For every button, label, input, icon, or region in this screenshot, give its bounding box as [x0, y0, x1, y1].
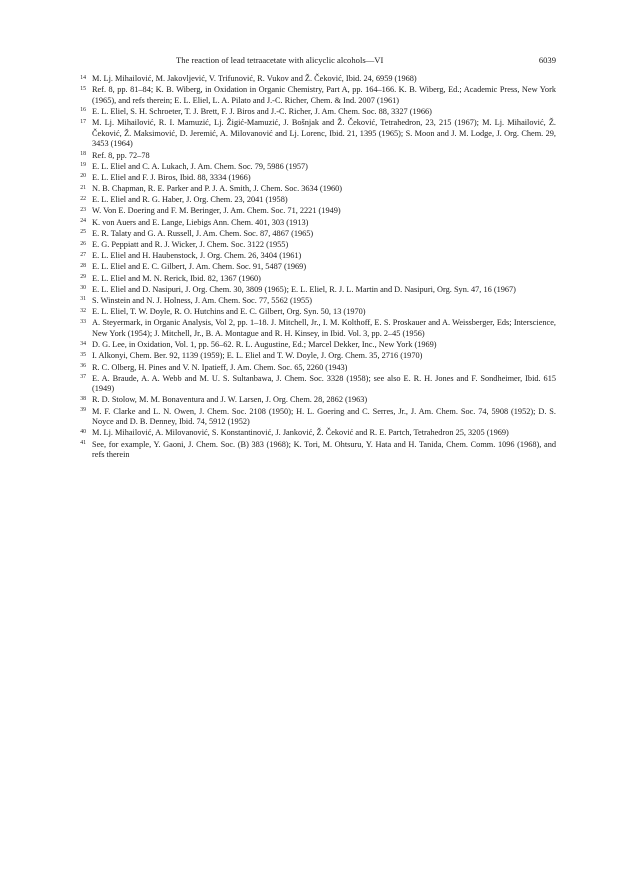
reference-number: 40: [80, 428, 86, 435]
reference-text: Ref. 8, pp. 72–78: [92, 150, 150, 160]
reference-number: 27: [80, 251, 86, 258]
reference-item: [78, 173, 556, 184]
reference-text: E. L. Eliel and F. J. Biros, Ibid. 88, 3334 (1966): [92, 172, 251, 182]
reference-text: N. B. Chapman, R. E. Parker and P. J. A. Smith, J. Chem. Soc. 3634 (1960): [92, 184, 343, 194]
reference-number: 38: [80, 395, 86, 402]
reference-text: E. L. Eliel, T. W. Doyle, R. O. Hutchins and E. C. Gilbert, Org. Syn. 50, 13 (1970): [92, 307, 366, 317]
reference-item: [78, 374, 556, 395]
reference-number: 22: [80, 195, 86, 202]
reference-number: 24: [80, 218, 86, 225]
reference-text: W. Von E. Doering and F. M. Beringer, J. Am. Chem. Soc. 71, 2221 (1949): [92, 206, 341, 216]
reference-item: [78, 162, 556, 173]
reference-text: D. G. Lee, in Oxidation, Vol. 1, pp. 56–62. R. L. Augustine, Ed.; Marcel Dekker, Inc., New York (1969): [92, 340, 437, 350]
reference-item: [78, 340, 556, 351]
reference-text: I. Alkonyi, Chem. Ber. 92, 1139 (1959); E. L. Eliel and T. W. Doyle, J. Org. Chem. 35, 2716 (1970): [92, 351, 423, 361]
reference-number: 37: [80, 374, 86, 381]
reference-item: [78, 118, 556, 150]
reference-number: 29: [80, 274, 86, 281]
reference-item: [78, 262, 556, 273]
reference-text: E. L. Eliel and C. A. Lukach, J. Am. Chem. Soc. 79, 5986 (1957): [92, 161, 308, 171]
reference-item: [78, 74, 556, 85]
reference-item: [78, 296, 556, 307]
reference-item: [78, 195, 556, 206]
reference-number: 16: [80, 107, 86, 114]
reference-number: 32: [80, 307, 86, 314]
reference-text: E. G. Peppiatt and R. J. Wicker, J. Chem. Soc. 3122 (1955): [92, 240, 289, 250]
reference-item: [78, 428, 556, 439]
reference-item: [78, 218, 556, 229]
page-number: 6039: [538, 55, 556, 65]
reference-text: E. L. Eliel and M. N. Rerick, Ibid. 82, 1367 (1960): [92, 273, 261, 283]
reference-item: [78, 206, 556, 217]
reference-item: [78, 351, 556, 362]
reference-text: E. L. Eliel and H. Haubenstock, J. Org. Chem. 26, 3404 (1961): [92, 251, 302, 261]
reference-item: [78, 274, 556, 285]
reference-number: 19: [80, 162, 86, 169]
reference-number: 34: [80, 340, 86, 347]
reference-text: Ref. 8, pp. 81–84; K. B. Wiberg, in Oxidation in Organic Chemistry, Part A, pp. 164–166. K. B. Wiberg, Ed.; Academic Press, New York (1965), and refs therein; E. L. Eliel, L. A. Pilato and J.-C. Richer, Chem. & Ind. 2007 (1961): [92, 85, 556, 105]
reference-item: [78, 151, 556, 162]
reference-number: 36: [80, 363, 86, 369]
reference-number: 30: [80, 285, 86, 292]
reference-item: [78, 318, 556, 339]
reference-item: [78, 85, 556, 106]
reference-text: M. F. Clarke and L. N. Owen, J. Chem. Soc. 2108 (1950); H. L. Goering and C. Serres, Jr., J. Am. Chem. Soc. 74, 5908 (1952); D. S. Noyce and D. B. Denney, Ibid. 74, 5912 (1952): [92, 406, 556, 427]
reference-number: 14: [80, 74, 86, 81]
reference-text: M. Lj. Mihailović, M. Jakovljević, V. Trifunović, R. Vukov and Ž. Čeković, Ibid. 24, 6959 (1968): [92, 74, 417, 83]
reference-text: E. R. Talaty and G. A. Russell, J. Am. Chem. Soc. 87, 4867 (1965): [92, 228, 314, 238]
reference-text: E. L. Eliel and E. C. Gilbert, J. Am. Chem. Soc. 91, 5487 (1969): [92, 262, 307, 272]
reference-item: [78, 229, 556, 240]
reference-text: R. D. Stolow, M. M. Bonaventura and J. W. Larsen, J. Org. Chem. 28, 2862 (1963): [92, 395, 368, 405]
reference-item: [78, 363, 556, 374]
reference-text: K. von Auers and E. Lange, Liebigs Ann. Chem. 401, 303 (1913): [92, 217, 309, 227]
reference-item: [78, 440, 556, 461]
reference-number: 20: [80, 173, 86, 180]
reference-text: R. C. Olberg, H. Pines and V. N. Ipatieff, J. Am. Chem. Soc. 65, 2260 (1943): [92, 362, 348, 372]
reference-number: 21: [80, 184, 86, 191]
reference-item: [78, 240, 556, 251]
reference-number: 26: [80, 240, 86, 247]
reference-number: 35: [80, 351, 86, 358]
reference-number: 18: [80, 151, 86, 158]
reference-number: 28: [80, 262, 86, 269]
reference-list: [78, 74, 556, 461]
reference-item: [78, 395, 556, 406]
reference-number: 25: [80, 229, 86, 236]
reference-number: 15: [80, 85, 86, 92]
reference-item: [78, 285, 556, 296]
reference-text: E. L. Eliel and R. G. Haber, J. Org. Chem. 23, 2041 (1958): [92, 195, 288, 205]
reference-text: S. Winstein and N. J. Holness, J. Am. Chem. Soc. 77, 5562 (1955): [92, 295, 313, 305]
reference-text: E. L. Eliel and D. Nasipuri, J. Org. Chem. 30, 3809 (1965); E. L. Eliel, R. J. L. Martin and D. Nasipuri, Org. Syn. 47, 16 (1967): [92, 284, 516, 294]
reference-number: 23: [80, 206, 86, 213]
reference-text: E. A. Braude, A. A. Webb and M. U. S. Sultanbawa, J. Chem. Soc. 3328 (1958); see also E. R. H. Jones and F. Sondheimer, Ibid. 615 (1949): [92, 373, 556, 394]
reference-number: 39: [80, 407, 86, 414]
reference-item: [78, 407, 556, 428]
reference-number: 17: [80, 118, 86, 125]
reference-number: 31: [80, 296, 86, 303]
reference-text: M. Lj. Mihailović, R. I. Mamuzić, Lj. Žigić-Mamuzić, J. Bošnjak and Ž. Čeković, Tetrahedron, 23, 215 (1967); M. Lj. Mihailović, Ž. Čeković, Ž. Maksimović, D. Jeremić, A. Milovanović and Lj. Lorenc, Ibid. 21, 1395 (1965); S. Moon and J. M. Lodge, J. Org. Chem. 29, 3453 (1964): [92, 118, 556, 149]
reference-text: See, for example, Y. Gaoni, J. Chem. Soc. (B) 383 (1968); K. Tori, M. Ohtsuru, Y. Hata and H. Tanida, Chem. Comm. 1096 (1968), and refs therein: [92, 439, 556, 460]
reference-item: [78, 107, 556, 118]
reference-number: 33: [80, 318, 86, 325]
reference-item: [78, 184, 556, 195]
running-header: [78, 55, 556, 69]
reference-item: [78, 251, 556, 262]
reference-text: E. L. Eliel, S. H. Schroeter, T. J. Brett, F. J. Biros and J.-C. Richer, J. Am. Chem. Soc. 88, 3327 (1966): [92, 106, 432, 116]
reference-text: M. Lj. Mihailović, A. Milovanović, S. Konstantinović, J. Janković, Ž. Čeković and R. E. Partch, Tetrahedron 25, 3205 (1969): [92, 428, 509, 438]
reference-text: A. Steyermark, in Organic Analysis, Vol 2, pp. 1–18. J. Mitchell, Jr., I. M. Kolthoff, E. S. Proskauer and A. Weissberger, Eds; Interscience, New York (1954); J. Mitchell, Jr., B. A. Montague and R. H. Kinsey, in Ibid. Vol. 3, pp. 2–45 (1956): [92, 318, 556, 338]
reference-number: 41: [80, 440, 86, 447]
running-title: The reaction of lead tetraacetate with alicyclic alcohols—VI: [176, 55, 384, 65]
reference-item: [78, 307, 556, 318]
